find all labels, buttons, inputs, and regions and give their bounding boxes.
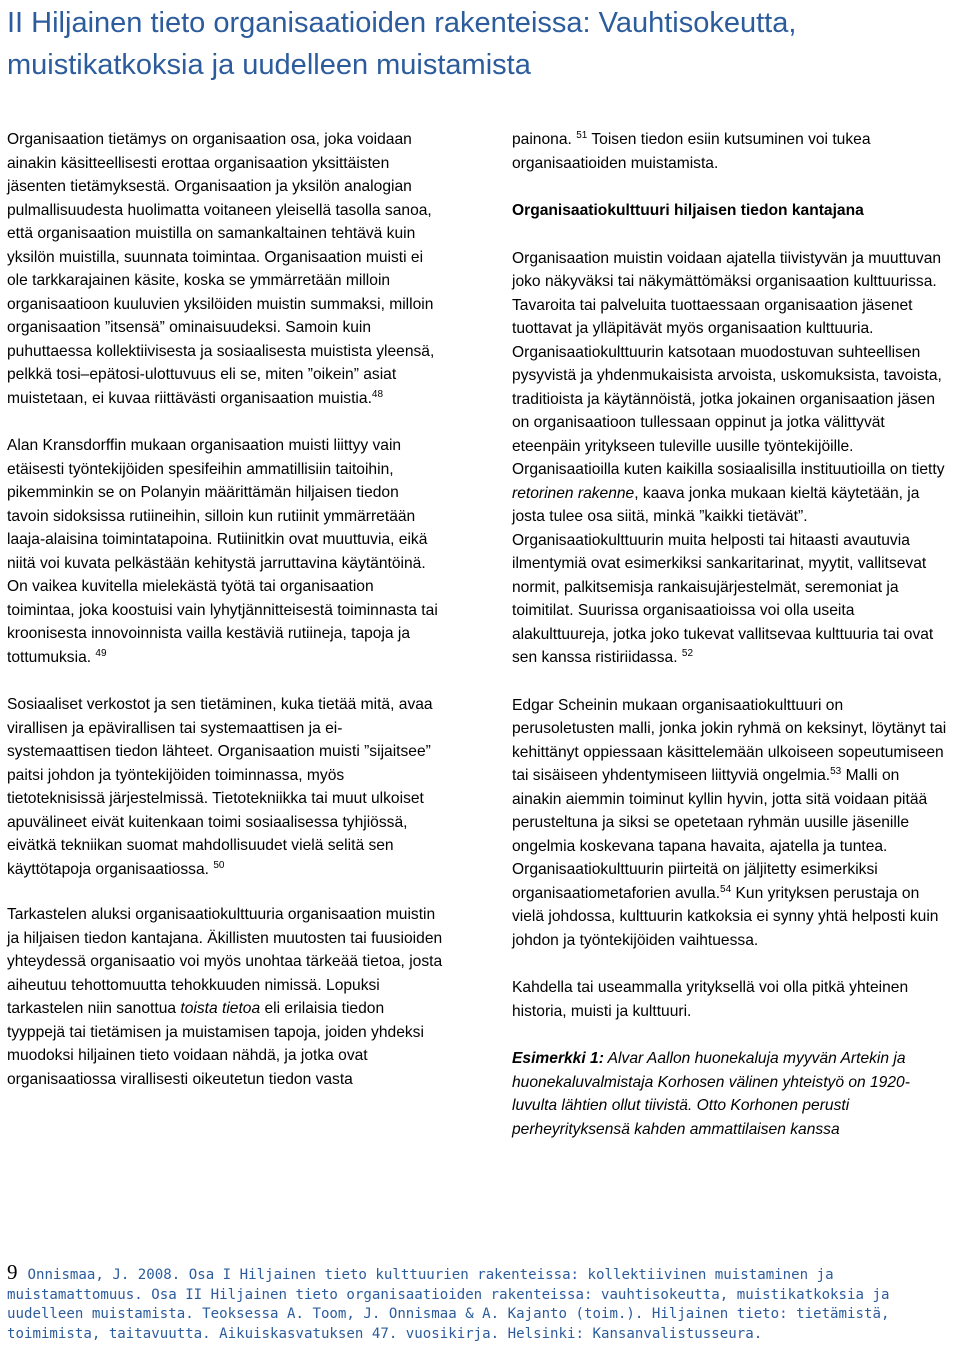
paragraph-overview (7, 903, 444, 1091)
example-box (512, 1047, 949, 1141)
paragraph-text: Edgar Scheinin mukaan organisaatiokulttuuri on perusoletusten malli, jonka jokin ryhmä on keksinyt, löytänyt tai kehittänyt oppiessaan käsittelemään ulkoiseen sopeutumiseen tai sisäiseen yhdentymiseen liittyviä ongelmia. (512, 696, 947, 784)
footnote-ref-48: 48 (371, 388, 384, 400)
footnote-ref-53: 53 (830, 766, 842, 777)
paragraph-shared-history: Kahdella tai useammalla yrityksellä voi olla pitkä yhteinen historia, muisti ja kulttuuri. (512, 979, 909, 1020)
paragraph-text: Kun yrityksen perustaja on vielä johdossa, kulttuurin katkoksia ei synny yhtä helposti kuin johdon ja työntekijöiden vaihtuessa. (512, 884, 939, 949)
paragraph-text: Organisaation tietämys on organisaation osa, joka voidaan ainakin käsitteellisesti erottaa organisaation yksittäisten jäsenten tietämyksestä. Organisaation ja yksilön analogian pulmallisuudesta huolimatta voitaneen yleisellä tasolla sanoa, että organisaation muistilla on samankaltainen tehtävä kuin yksilön muistilla, suunnata toimintaa. Organisaation muisti ei ole tarkkarajainen käsite, koska se ymmärretään milloin organisaatioon kuuluvien yksilöiden muistin summaksi, milloin organisaation ”itsensä” ominaisuudeksi. Samoin kuin puhuttaessa kollektiivisesta ja sosiaalisesta muistista yleensä, pelkkä tosi–epätosi-ulottuvuus eli se, miten ”oikein” asiat muistetaan, ei kuvaa riittävästi organisaation muistia. (7, 131, 435, 407)
paragraph-text: Alan Kransdorffin mukaan organisaation muisti liittyy vain etäisesti työntekijöiden spesifeihin ammatillisiin taitoihin, pikemminkin se on Polanyin määrittämän hiljaisen tiedon tavoin sidoksissa rutiineihin, silloin kun rutiinit ymmärretään laaja-alaisina toimintatapoina. Rutiinitkin ovat muuttuvia, eikä niitä voi kuvata pelkästään kehitystä jarruttavina käytäntöinä. On vaikea kuvitella mielekästä työtä tai organisaation toimintaa, joka koostuisi vain lyhytjännitteisestä toiminnasta tai kroonisesta innovoinnista vailla kestäviä rutiineja, tapoja ja tottumuksia. (7, 437, 438, 666)
example-text: Alvar Aallon huonekaluja myyvän Artekin ja huonekaluvalmistaja Korhosen välinen yhteistyö on 1920-luvulta lähtien ollut tiivistä. Otto Korhonen perusti perheyrityksensä kahden ammattilaisen kanssa (512, 1050, 910, 1138)
emphasis-toista-tietoa: toista tietoa (180, 1000, 261, 1017)
page-number: 9 (7, 1260, 18, 1284)
paragraph-text: painona. (512, 131, 572, 148)
page-title: II Hiljainen tieto organisaatioiden rakenteissa: Vauhtisokeutta, muistikatkoksia ja uudelleen muistamista (7, 7, 797, 81)
paragraph-organisation-culture (512, 247, 949, 670)
paragraph-text: Tarkastelen aluksi organisaatiokulttuuria organisaation muistin ja hiljaisen tiedon kantajana. Äkillisten muutosten tai fuusioiden yhteydessä organisaatio voi myös unohtaa tärkeää tietoa, josta aiheutuu tehottomuutta tehokkuuden nimissä. Lopuksi tarkastelen niin sanottua (7, 906, 443, 1017)
paragraph-text: Toisen tiedon esiin kutsuminen voi tukea organisaatioiden muistamista. (512, 131, 871, 172)
paragraph-text: eli erilaisia tiedon tyyppejä tai tietämisen ja muistamisen tapoja, joiden yhdeksi muodoksi hiljainen tieto voidaan nähdä, ja jotka ovat organisaatiossa virallisesti oikeutetun tiedon vasta (7, 1000, 424, 1088)
paragraph-text: Malli on ainakin aiemmin toiminut kyllin hyvin, jotta sitä voidaan pitää perusteltuna ja siksi se opetetaan ryhmän uusille jäsenille ongelmia koskevana tapana havaita, ajatella ja tuntea. Organisaatiokulttuurin piirteitä on jäljitetty esimerkiksi organisaatiometaforien avulla. (512, 767, 928, 902)
footnote-citation: Onnismaa, J. 2008. Osa I Hiljainen tieto kulttuurien rakenteissa: kollektiivinen muistaminen ja muistamattomuus. Osa II Hiljainen tieto organisaatioiden rakenteissa: vauhtisokeutta, muistikatkoksia ja uudelleen muistamista. Teoksessa A. Toom, J. Onnismaa & A. Kajanto (toim.). Hiljainen tieto: tietämistä, toimimista, taitavuutta. Aikuiskasvatuksen 47. vuosikirja. Helsinki: Kansanvalistusseura. (7, 1267, 890, 1342)
footnote-ref-54: 54 (720, 883, 732, 895)
paragraph-text: Sosiaaliset verkostot ja sen tietäminen, kuka tietää mitä, avaa virallisen ja epävirallisen tai systemaattisen ja ei-systemaattisen tiedon lähteet. Organisaation muisti ”sijaitsee” paitsi johdon ja työntekijöiden toiminnassa, myös tietoteknisissä järjestelmissä. Tietotekniikka tai muut ulkoiset apuvälineet eivät kuitenkaan toimi sosiaalisessa tyhjiössä, eivätkä tekniikan suomat mahdollisuudet vielä selitä sen käyttötapoja organisaatiossa. (7, 696, 433, 878)
footnote-ref-50: 50 (213, 859, 225, 871)
emphasis-retorinen-rakenne: retorinen rakenne (512, 484, 635, 502)
footnote-ref-52: 52 (681, 648, 694, 659)
footnote-ref-49: 49 (95, 647, 107, 659)
right-column (512, 128, 949, 1165)
paragraph-schein (512, 694, 949, 953)
footnote-ref-51: 51 (576, 130, 588, 141)
paragraph-social-networks (7, 693, 444, 881)
example-label: Esimerkki 1: (512, 1050, 604, 1067)
page-footer (7, 1260, 942, 1344)
paragraph-text: Organisaation muistin voidaan ajatella tiivistyvän ja muuttuvan joko näkyväksi tai näkymättömäksi organisaation kulttuurissa. Tavaroita tai palveluita tuottaessaan organisaation jäsenet tuottavat ja ylläpitävät myös organisaation kulttuuria. Organisaatiokulttuurin katsotaan muodostuvan suhteellisen pysyvistä ja yhdenmukaisista arvoista, uskomuksista, tavoista, traditioista ja käytännöistä, jotka jokainen organisaation jäsen on organisaatioon tullessaan oppinut ja jotka välittyvät eteenpäin yritykseen tuleville uusille työntekijöille. Organisaatioilla kuten kaikilla sosiaalisilla instituutioilla on tietty (512, 249, 945, 478)
paragraph-organisation-memory (7, 128, 444, 410)
paragraph-kransdorff (7, 434, 444, 669)
section-heading: Organisaatiokulttuuri hiljaisen tiedon kantajana (512, 202, 864, 219)
paragraph-text: , kaava jonka mukaan kieltä käytetään, ja josta tulee osa siitä, minkä ”kaikki tietävät”. Organisaatiokulttuurin muita helposti tai hitaasti avautuvia ilmentymiä ovat esimerkiksi sankaritarinat, myytit, vallitsevat normit, palkitsemisja rankaisujärjestelmät, seremoniat ja toimitilat. Suurissa organisaatioissa voi olla useita alakulttuureja, jotka joko tukevat vallitsevaa kulttuuria tai ovat sen kanssa ristiriidassa. (512, 484, 934, 666)
paragraph-continuation (512, 128, 949, 175)
left-column (7, 128, 444, 1115)
